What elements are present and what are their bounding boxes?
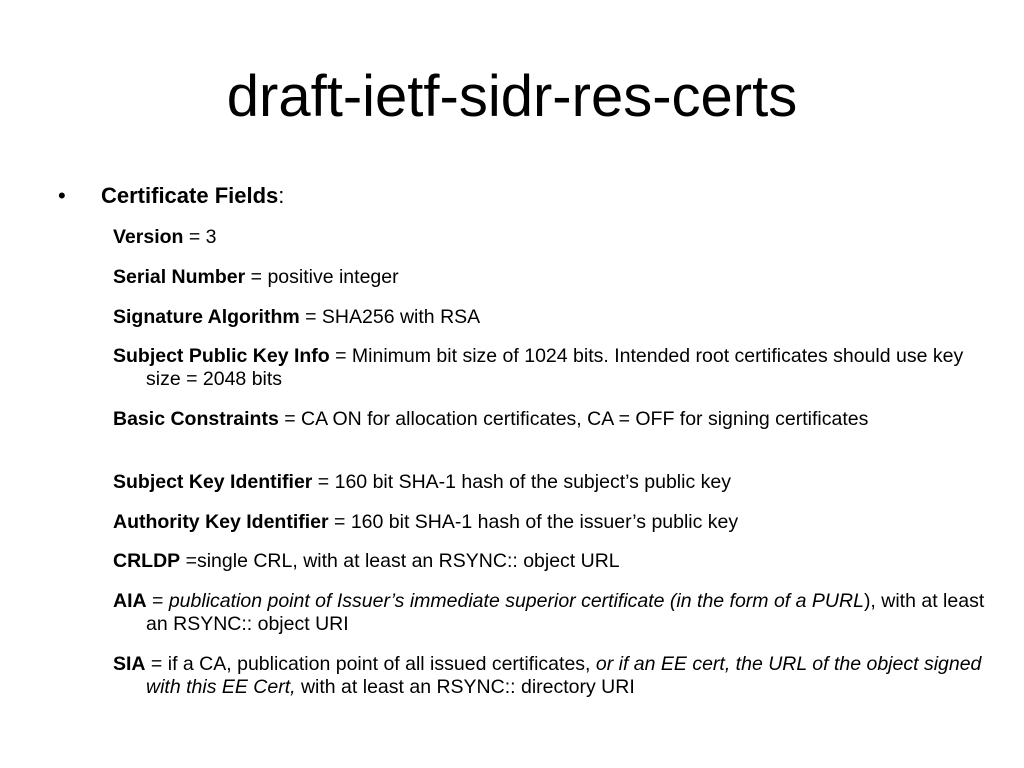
field-value-italic: or if an EE cert, the URL of the object signed with this EE Cert, [146,653,982,698]
field-signature-algorithm [113,306,996,329]
field-value: = SHA256 with RSA [299,306,481,328]
field-name: Subject Key Identifier [113,471,313,493]
field-equals: = [146,590,169,612]
slide-title: draft-ietf-sidr-res-certs [226,64,798,129]
field-value-italic: publication point of Issuer’s immediate superior certificate (in the form of a PURL [168,590,864,612]
bullet-dot: • [58,183,66,208]
field-subject-key-identifier [113,471,996,494]
field-name: CRLDP [113,550,181,572]
field-serial-number [113,266,996,289]
field-value: = CA ON for allocation certificates, CA = OFF for signing certificates [278,408,869,430]
field-aia [113,590,996,636]
field-value: = 160 bit SHA-1 hash of the subject’s public key [312,471,731,493]
field-authority-key-identifier [113,511,996,534]
field-name: Authority Key Identifier [113,511,329,533]
field-version [113,226,996,249]
field-value: = 3 [183,226,217,248]
bullet-heading-colon: : [278,183,285,208]
field-value: = if a CA, publication point of all issued certificates, [145,653,596,675]
field-name: Version [113,226,184,248]
field-name: Basic Constraints [113,408,279,430]
field-subject-public-key-info [113,345,996,391]
field-name: Subject Public Key Info [113,345,330,367]
field-name: AIA [113,590,147,612]
field-value: = 160 bit SHA-1 hash of the issuer’s public key [328,511,739,533]
field-name: Signature Algorithm [113,306,300,328]
field-value: =single CRL, with at least an RSYNC:: object URL [180,550,620,572]
bullet-heading-label: Certificate Fields [101,183,279,208]
field-name: SIA [113,653,146,675]
field-basic-constraints [113,408,996,431]
field-sia [113,653,996,699]
field-value: = positive integer [245,266,399,288]
field-name: Serial Number [113,266,246,288]
field-value-rest: with at least an RSYNC:: directory URI [295,676,635,698]
field-crldp [113,550,996,573]
bullet-heading [101,182,284,210]
field-value: = Minimum bit size of 1024 bits. Intended root certificates should use key size = 2048 bits [146,345,964,390]
field-value-rest: ), with at least an RSYNC:: object URI [146,590,985,635]
